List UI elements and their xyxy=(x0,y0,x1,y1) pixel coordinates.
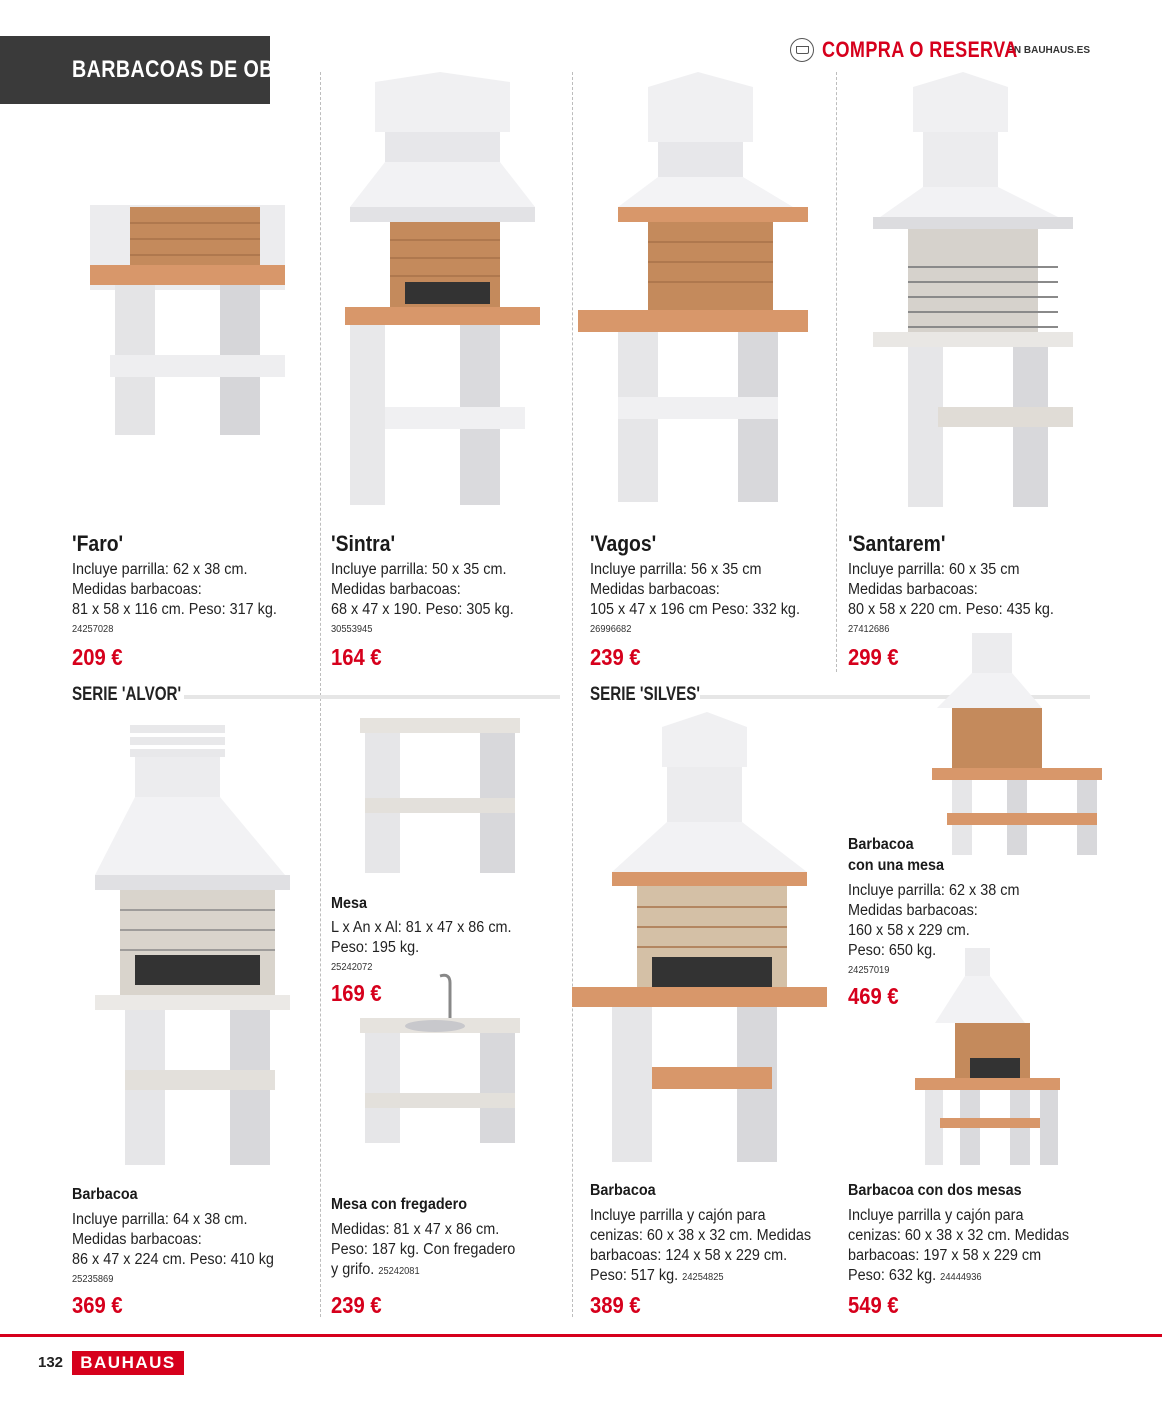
product-price-mesa: 169 € xyxy=(331,980,382,1006)
product-name-dos-mesas: Barbacoa con dos mesas xyxy=(848,1182,1022,1199)
mesa-image xyxy=(355,718,525,878)
alvor-barbecue-image xyxy=(90,725,295,1170)
product-ref: 24254825 xyxy=(682,1272,724,1283)
serie-alvor-rule xyxy=(184,695,560,699)
shop-online-banner[interactable] xyxy=(790,36,1090,64)
product-ref: 25242081 xyxy=(378,1266,420,1277)
product-desc-santarem: Incluye parrilla: 60 x 35 cm Medidas barbacoas: 80 x 58 x 220 cm. Peso: 435 kg. 27412686 xyxy=(848,560,1069,640)
column-separator xyxy=(836,72,837,672)
serie-alvor-label: SERIE 'ALVOR' xyxy=(72,684,182,705)
product-price-una-mesa: 469 € xyxy=(848,983,899,1009)
product-desc-mesa: L x An x Al: 81 x 47 x 86 cm. Peso: 195 kg. 25242072 xyxy=(331,918,525,978)
product-price-vagos: 239 € xyxy=(590,644,641,670)
product-ref: 25242072 xyxy=(331,962,373,973)
product-ref: 26996682 xyxy=(590,624,632,635)
product-desc-mesa-fregadero: Medidas: 81 x 47 x 86 cm. Peso: 187 kg. Con fregadero y grifo. 25242081 xyxy=(331,1221,516,1278)
section-title-tab xyxy=(0,36,304,104)
footer-rule xyxy=(0,1334,1162,1337)
page-number: 132 xyxy=(38,1354,64,1371)
sintra-barbecue-image xyxy=(345,72,545,512)
product-price-mesa-fregadero: 239 € xyxy=(331,1292,382,1318)
product-desc-una-mesa: Incluye parrilla: 62 x 38 cm Medidas barbacoas: 160 x 58 x 229 cm. Peso: 650 kg. 24257019 xyxy=(848,881,1032,981)
product-desc-sintra: Incluye parrilla: 50 x 35 cm. Medidas barbacoas: 68 x 47 x 190. Peso: 305 kg. 30553945 xyxy=(331,560,527,640)
product-price-dos-mesas: 549 € xyxy=(848,1292,899,1318)
product-ref: 25235869 xyxy=(72,1274,114,1285)
shop-cta[interactable]: COMPRA O RESERVA xyxy=(822,37,1018,62)
product-name-una-mesa: Barbacoa con una mesa xyxy=(848,836,945,874)
silves-barbecue-image xyxy=(572,712,827,1167)
barbecue-two-tables-image xyxy=(915,948,1060,1168)
product-ref: 30553945 xyxy=(331,624,373,635)
product-name-santarem: 'Santarem' xyxy=(848,531,946,556)
product-ref: 24444936 xyxy=(940,1272,982,1283)
product-name-silves-barbacoa: Barbacoa xyxy=(590,1182,656,1199)
product-price-santarem: 299 € xyxy=(848,644,899,670)
product-desc-dos-mesas: Incluye parrilla y cajón para cenizas: 60 x 38 x 32 cm. Medidas barbacoas: 197 x 58 x 229 cm Peso: 632 kg. 24444936 xyxy=(848,1207,1070,1284)
product-name-faro: 'Faro' xyxy=(72,531,124,556)
shop-site[interactable]: EN BAUHAUS.ES xyxy=(1007,44,1090,56)
product-price-faro: 209 € xyxy=(72,644,123,670)
section-title: BARBACOAS DE OBRA xyxy=(72,56,304,83)
product-name-sintra: 'Sintra' xyxy=(331,531,396,556)
barbecue-one-table-image xyxy=(932,633,1107,858)
product-ref: 27412686 xyxy=(848,624,890,635)
product-name-alvor-barbacoa: Barbacoa xyxy=(72,1186,138,1203)
product-desc-silves-barbacoa: Incluye parrilla y cajón para cenizas: 60 x 38 x 32 cm. Medidas barbacoas: 124 x 58 x 229 cm. Peso: 517 kg. 24254825 xyxy=(590,1207,812,1284)
product-name-mesa: Mesa xyxy=(331,895,368,912)
faro-barbecue-image xyxy=(70,195,295,455)
product-price-alvor-barbacoa: 369 € xyxy=(72,1292,123,1318)
product-ref: 24257019 xyxy=(848,965,890,976)
bauhaus-logo: BAUHAUS xyxy=(72,1351,184,1375)
product-desc-faro: Incluye parrilla: 62 x 38 cm. Medidas barbacoas: 81 x 58 x 116 cm. Peso: 317 kg. 24257028 xyxy=(72,560,292,640)
serie-silves-label: SERIE 'SILVES' xyxy=(590,684,700,705)
product-desc-vagos: Incluye parrilla: 56 x 35 cm Medidas barbacoas: 105 x 47 x 196 cm Peso: 332 kg. 26996682 xyxy=(590,560,816,640)
vagos-barbecue-image xyxy=(578,72,813,512)
cart-icon xyxy=(790,38,814,62)
product-name-mesa-fregadero: Mesa con fregadero xyxy=(331,1196,468,1213)
product-desc-alvor-barbacoa: Incluye parrilla: 64 x 38 cm. Medidas barbacoas: 86 x 47 x 224 cm. Peso: 410 kg 25235869 xyxy=(72,1210,289,1290)
santarem-barbecue-image xyxy=(868,72,1078,512)
product-price-silves-barbacoa: 389 € xyxy=(590,1292,641,1318)
product-price-sintra: 164 € xyxy=(331,644,382,670)
product-name-vagos: 'Vagos' xyxy=(590,531,657,556)
product-ref: 24257028 xyxy=(72,624,114,635)
